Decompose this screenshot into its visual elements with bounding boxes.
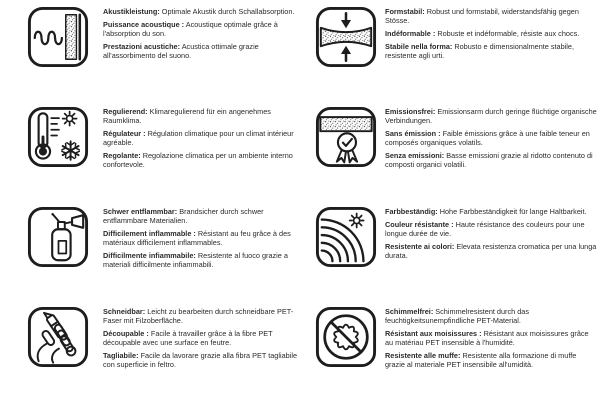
feature-description: Hohe Farbbeständigkeit für lange Haltbarkeit. [439,207,587,216]
feature-description: Optimale Akustik durch Schallabsorption. [161,7,295,16]
paragraph-de [385,107,597,125]
paragraph-de [103,307,299,325]
feature-term: Stabile nella forma: [385,42,453,51]
feature-term: Sans émission : [385,129,441,138]
feature-description: Schimmelresistent durch das feuchtigkeitsunempfindliche PET-Material. [385,307,529,325]
feature-text [385,307,597,373]
feature-term: Farbbeständig: [385,207,438,216]
paragraph-fr [385,220,597,238]
paragraph-fr [103,329,299,347]
feature-term: Schwer entflammbar: [103,207,178,216]
feature-term: Schneidbar: [103,307,146,316]
rainbow-sun-icon [315,206,377,268]
feature-description: Robusto e dimensionalmente stabile, resistente agli urti. [385,42,575,60]
feature-term: Regulierend: [103,107,148,116]
feature-term: Couleur résistante : [385,220,454,229]
feature-description: Basse emissioni grazie al ridotto contenuto di composti organici volatili. [385,151,593,169]
feature-description: Haute résistance des couleurs pour une longue durée de vie. [385,220,585,238]
paragraph-fr [385,329,597,347]
paragraph-it [385,242,597,260]
paragraph-it [385,351,597,369]
feature-term: Régulateur : [103,129,146,138]
paragraph-fr [103,229,299,247]
feature-term: Schimmelfrei: [385,307,434,316]
feature-text [385,207,597,264]
hand-cutter-icon [27,306,89,368]
feature-description: Acoustique optimale grâce à l'absorption du son. [103,20,278,38]
feature-description: Resistente alla formazione di muffe grazie al materiale PET insensibile all'umidità. [385,351,577,369]
feature-description: Elevata resistenza cromatica per una lunga durata. [385,242,597,260]
feature-text [103,107,299,173]
feature-term: Emissionsfrei: [385,107,436,116]
feature-emission-free [300,100,600,200]
paragraph-de [103,107,299,125]
feature-description: Regolazione climatica per un ambiente interno confortevole. [103,151,293,169]
feature-mold-resistant [300,300,600,400]
feature-term: Prestazioni acustiche: [103,42,181,51]
sound-absorption-icon [27,6,89,68]
paragraph-fr [103,20,299,38]
fire-extinguisher-icon [27,206,89,268]
feature-term: Résistant aux moisissures : [385,329,482,338]
paragraph-de [103,7,299,16]
feature-acoustic-performance [0,0,300,100]
paragraph-it [103,351,299,369]
feature-description: Acustica ottimale grazie all'assorbimento del suono. [103,42,259,60]
feature-term: Resistente ai colori: [385,242,455,251]
feature-form-stability [300,0,600,100]
compression-arrows-icon [315,6,377,68]
paragraph-de [103,207,299,225]
feature-cuttable [0,300,300,400]
feature-term: Tagliabile: [103,351,139,360]
paragraph-de [385,7,597,25]
paragraph-it [103,151,299,169]
paragraph-it [103,251,299,269]
paragraph-fr [385,29,597,38]
feature-description: Régulation climatique pour un climat intérieur agréable. [103,129,294,147]
feature-term: Resistente alle muffe: [385,351,461,360]
feature-description: Resistente al fuoco grazie a materiali difficilmente infiammabili. [103,251,288,269]
feature-description: Robust und formstabil, widerstandsfähig gegen Stösse. [385,7,579,25]
paragraph-it [385,42,597,60]
feature-text [103,307,299,373]
feature-text [385,7,597,64]
feature-description: Robuste et indéformable, résiste aux chocs. [437,29,580,38]
certified-low-emission-icon [315,106,377,168]
feature-description: Brandsicher durch schwer entflammbare Materialien. [103,207,264,225]
feature-term: Formstabil: [385,7,425,16]
paragraph-de [385,307,597,325]
paragraph-fr [385,129,597,147]
feature-description: Emissionsarm durch geringe flüchtige organische Verbindungen. [385,107,597,125]
feature-description: Klimaregulierend für ein angenehmes Raumklima. [103,107,271,125]
feature-term: Akustikleistung: [103,7,160,16]
feature-term: Puissance acoustique : [103,20,185,29]
feature-description: Résistant au feu grâce à des matériaux difficilement inflammables. [103,229,291,247]
feature-term: Découpable : [103,329,149,338]
thermometer-sun-snowflake-icon [27,106,89,168]
feature-term: Senza emissioni: [385,151,445,160]
no-mold-icon [315,306,377,368]
paragraph-it [385,151,597,169]
feature-description: Faible émissions grâce à une faible teneur en composés organiques volatils. [385,129,590,147]
feature-climate-regulation [0,100,300,200]
feature-description: Leicht zu bearbeiten durch schneidbare PET-Faser mit Filzoberfläche. [103,307,294,325]
feature-description: Résistant aux moisissures grâce au matériau PET insensible à l'humidité. [385,329,589,347]
feature-text [103,207,299,273]
feature-term: Difficilmente infiammabile: [103,251,196,260]
feature-colorfast [300,200,600,300]
feature-description: Facile à travailler grâce à la fibre PET découpable avec une surface en feutre. [103,329,273,347]
feature-text [103,7,299,64]
paragraph-de [385,207,597,216]
feature-description: Facile da lavorare grazie alla fibra PET tagliabile con superficie in feltro. [103,351,298,369]
feature-term: Indéformable : [385,29,436,38]
feature-flame-retardant [0,200,300,300]
feature-term: Difficilement inflammable : [103,229,196,238]
paragraph-it [103,42,299,60]
paragraph-fr [103,129,299,147]
feature-term: Regolante: [103,151,141,160]
feature-text [385,107,597,173]
